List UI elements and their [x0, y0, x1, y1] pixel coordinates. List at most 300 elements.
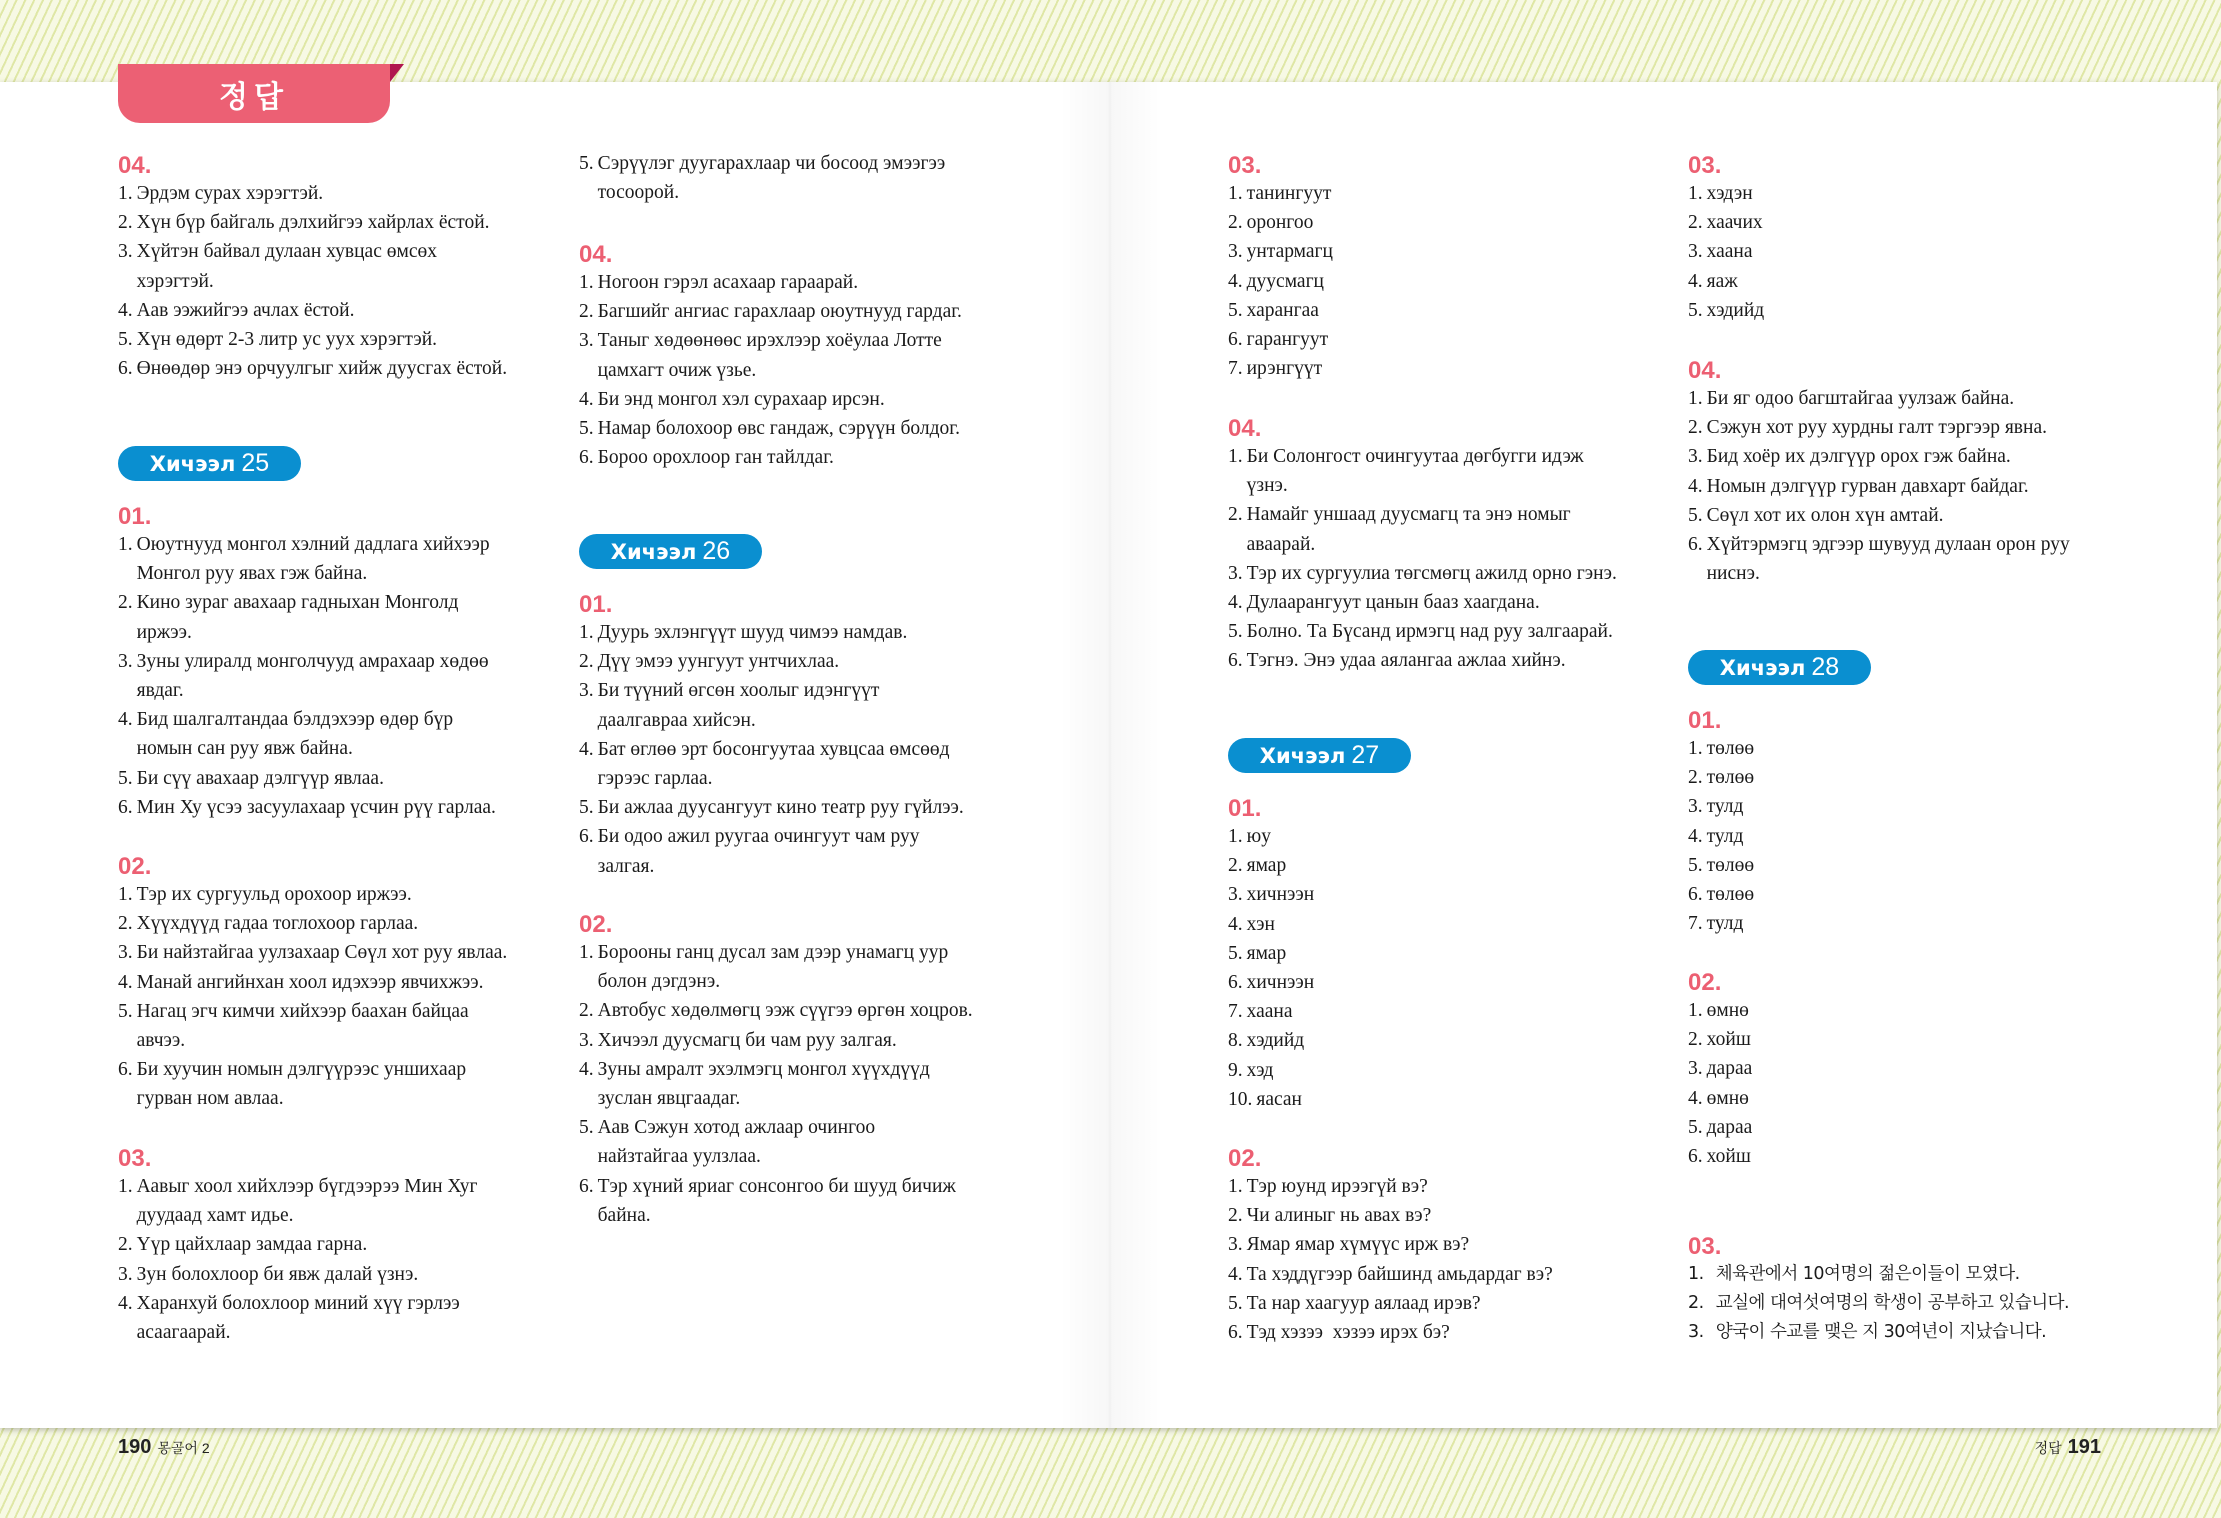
answer-number: 6. — [1228, 972, 1243, 994]
answer-number: 3. — [1688, 1322, 1704, 1343]
answer-text: оронгоо — [1246, 212, 1314, 234]
answer-item — [1688, 1025, 1752, 1054]
answer-item — [1228, 354, 1333, 383]
answer-number: 2. — [118, 212, 133, 234]
answer-item — [1688, 208, 1764, 237]
answer-text: Хичээл дуусмагц би чам руу залгая. — [597, 1029, 897, 1051]
answer-text: ямар — [1246, 855, 1287, 877]
answer-text: тулд — [1706, 825, 1744, 847]
answer-number: 9. — [1228, 1059, 1243, 1081]
answer-number: 1. — [1228, 183, 1243, 204]
answer-number: 4. — [118, 299, 133, 321]
answer-text: хойш — [1706, 1146, 1751, 1168]
answer-text: Кино зураг авахаар гадныхан Монголд иржээ. — [136, 592, 459, 643]
exercise-number: 04. — [1228, 415, 1262, 442]
answer-item — [1688, 996, 1752, 1025]
answer-item — [118, 938, 507, 967]
right-section-title: 정답 — [2034, 1440, 2062, 1456]
answer-text: Болно. Та Бүсанд ирмэгц над руу залгаарай. — [1246, 621, 1613, 643]
lesson-label: Хичээл — [149, 452, 236, 476]
answer-text: Номын дэлгүүр гурван давхарт байдаг. — [1706, 475, 2029, 497]
exercise-number: 02. — [1228, 1145, 1262, 1172]
answer-text: хойш — [1706, 1029, 1751, 1051]
answer-number: 2. — [1228, 1205, 1243, 1227]
lesson-badge — [1228, 738, 1411, 773]
answer-number: 1. — [1228, 446, 1243, 467]
answer-item — [1228, 1201, 1553, 1230]
answer-item — [579, 1113, 973, 1171]
answer-number: 2. — [1688, 417, 1703, 439]
answer-text: дараа — [1706, 1116, 1753, 1138]
exercise-block — [1688, 1234, 2069, 1348]
answer-item — [1688, 501, 2070, 530]
lesson-label: Хичээл — [1719, 656, 1806, 680]
answer-item — [1688, 413, 2070, 442]
exercise-block — [579, 149, 945, 207]
answer-text: Та нар хаагуур аялаад ирэв? — [1246, 1292, 1481, 1314]
answer-item — [1228, 997, 1314, 1026]
answer-item — [1228, 267, 1333, 296]
lesson-badge — [118, 446, 301, 481]
answer-item — [1228, 1289, 1553, 1318]
left-page-number: 190 — [118, 1436, 152, 1458]
answer-number: 4. — [1688, 270, 1703, 292]
tab-title: 정답 — [219, 79, 289, 115]
answer-number: 5. — [1688, 1116, 1703, 1138]
answer-number: 1. — [118, 534, 133, 555]
answer-item — [118, 588, 496, 646]
answer-item — [579, 1172, 973, 1230]
answer-number: 4. — [1228, 913, 1243, 935]
exercise-block — [1228, 1146, 1553, 1347]
answer-number: 1. — [579, 942, 594, 963]
answer-text: Бороо орохлоор ган тайлдаг. — [597, 447, 834, 469]
answer-item — [1688, 472, 2070, 501]
answer-item — [1688, 530, 2070, 588]
answer-number: 4. — [1688, 1087, 1703, 1109]
exercise-number: 02. — [1688, 969, 1722, 996]
answer-text: Би найзтайгаа уулзахаар Сөүл хот руу явлаа. — [136, 942, 508, 964]
answer-item — [118, 909, 507, 938]
answer-number: 3. — [1228, 884, 1243, 906]
answer-text: Сэжун хот руу хурдны галт тэргээр явна. — [1706, 417, 2047, 439]
answer-item — [1228, 1230, 1553, 1259]
answer-item — [1688, 1260, 2069, 1289]
answer-text: Багшийг ангиас гарахлаар оюутнууд гардаг. — [597, 301, 962, 323]
answer-text: Аавыг хоол хийхлээр бүгдээрээ Мин Хуг дуудаад хамт идье. — [136, 1176, 478, 1227]
answer-text: Аав ээжийгээ ачлах ёстой. — [136, 299, 355, 321]
answer-number: 6. — [118, 796, 133, 818]
answer-item — [1228, 179, 1333, 208]
answer-item — [1228, 1172, 1553, 1201]
answer-text: Сэрүүлэг дуугарахлаар чи босоод эмээгээ тосоорой. — [597, 153, 946, 204]
answer-item — [1228, 208, 1333, 237]
answer-item — [579, 618, 964, 647]
answer-number: 4. — [579, 388, 594, 410]
answer-text: унтармагц — [1246, 241, 1333, 263]
left-book-title: 몽골어 2 — [157, 1440, 210, 1456]
answer-number: 7. — [1228, 358, 1243, 380]
answer-number: 6. — [1688, 1146, 1703, 1168]
exercise-block — [1228, 796, 1314, 1114]
answer-number: 5. — [1688, 854, 1703, 876]
answer-text: төлөө — [1706, 884, 1755, 906]
answer-text: өмнө — [1706, 1087, 1749, 1109]
answer-number: 4. — [118, 971, 133, 993]
answer-number: 7. — [1228, 1001, 1243, 1023]
answer-number: 1. — [579, 622, 594, 643]
answer-text: Аав Сэжун хотод ажлаар очингоо найзтайгаа уулзлаа. — [597, 1117, 876, 1168]
answer-number: 5. — [118, 767, 133, 789]
answer-number: 5. — [579, 1117, 594, 1139]
answer-number: 3. — [118, 1263, 133, 1285]
answer-text: Зун болохлоор би явж далай үзнэ. — [136, 1263, 419, 1285]
answer-item — [1228, 646, 1617, 675]
answer-text: Хүн бүр байгаль дэлхийгээ хайрлах ёстой. — [136, 212, 490, 234]
answer-text: Манай ангийнхан хоол идэхээр явчихжээ. — [136, 971, 484, 993]
answer-text: тулд — [1706, 796, 1744, 818]
answer-number: 1. — [1688, 738, 1703, 759]
answer-item — [1688, 1113, 1752, 1142]
answer-item — [1688, 792, 1754, 821]
answer-number: 6. — [579, 447, 594, 469]
answer-number: 5. — [1688, 299, 1703, 321]
answer-number: 6. — [1688, 534, 1703, 556]
answer-text: 양국이 수교를 맺은 지 30여년이 지났습니다. — [1715, 1322, 2047, 1343]
answer-item — [1228, 617, 1617, 646]
answer-item — [1688, 384, 2070, 413]
answer-text: Зуны амралт эхэлмэгц монгол хүүхдүүд зуслан явцгаадаг. — [597, 1058, 930, 1110]
answer-number: 2. — [118, 1234, 133, 1256]
answer-item — [118, 880, 507, 909]
answer-item — [579, 938, 973, 996]
answer-number: 1. — [1228, 1176, 1243, 1197]
answer-text: хэдийд — [1706, 299, 1765, 321]
answer-number: 3. — [1688, 796, 1703, 818]
lesson-number: 26 — [702, 537, 731, 565]
answer-text: Мин Ху үсээ засуулахаар үсчин рүү гарлаа. — [136, 796, 496, 818]
answer-number: 2. — [1228, 504, 1243, 526]
answer-number: 4. — [118, 709, 133, 731]
answer-item — [1228, 1318, 1553, 1347]
tab-fold-decoration — [390, 64, 404, 82]
answer-text: Тэр хүний яриаг сонсонгоо би шууд бичиж байна. — [597, 1175, 956, 1226]
answer-number: 4. — [118, 1292, 133, 1314]
answer-text: Тэгнэ. Энэ удаа аялангаа ажлаа хийнэ. — [1246, 650, 1566, 672]
answer-number: 3. — [118, 241, 133, 263]
answer-item — [118, 325, 507, 354]
answer-text: Бат өглөө эрт босонгуутаа хувцсаа өмсөөд гэрээс гарлаа. — [597, 738, 950, 790]
answer-item — [118, 296, 507, 325]
answer-item — [118, 1172, 478, 1230]
lesson-label: Хичээл — [610, 540, 697, 564]
exercise-number: 03. — [118, 1145, 152, 1172]
exercise-number: 01. — [1688, 707, 1722, 734]
answer-item — [1688, 237, 1764, 266]
answer-item — [1228, 822, 1314, 851]
answer-number: 1. — [118, 183, 133, 204]
answer-item — [579, 268, 962, 297]
exercise-block — [1228, 416, 1617, 676]
answer-number: 6. — [579, 826, 594, 848]
answer-number: 6. — [1688, 884, 1703, 906]
answer-text: гарангуут — [1246, 329, 1329, 351]
answer-item — [1228, 1056, 1314, 1085]
answer-number: 2. — [1688, 1293, 1704, 1314]
answer-text: Дулаарангуут цанын бааз хаагдана. — [1246, 592, 1540, 614]
answer-number: 3. — [118, 942, 133, 964]
answer-item — [579, 1026, 973, 1055]
answer-text: Сөүл хот их олон хүн амтай. — [1706, 504, 1944, 526]
answer-number: 5. — [579, 418, 594, 440]
lesson-number: 27 — [1351, 741, 1380, 769]
answer-number: 3. — [1688, 446, 1703, 468]
answer-item — [1688, 1318, 2069, 1347]
answer-text: Үүр цайхлаар замдаа гарна. — [136, 1234, 368, 1256]
exercise-block — [579, 242, 962, 472]
answer-item — [1228, 880, 1314, 909]
answer-text: юу — [1246, 826, 1271, 847]
answer-text: ямар — [1246, 942, 1287, 964]
answer-text: ирэнгүүт — [1246, 358, 1323, 380]
answer-text: Тэр юунд ирээгүй вэ? — [1246, 1176, 1428, 1197]
answer-item — [579, 443, 962, 472]
answer-number: 5. — [579, 797, 594, 819]
answer-number: 2. — [579, 651, 594, 673]
answer-text: Хүйтэрмэгц эдгээр шувууд дулаан орон руу ниснэ. — [1706, 534, 2070, 585]
answer-text: Би яг одоо багштайгаа уулзаж байна. — [1706, 388, 2015, 409]
answer-number: 1. — [1688, 183, 1703, 204]
answer-item — [1228, 1026, 1314, 1055]
exercise-number: 04. — [118, 152, 152, 179]
answer-number: 1. — [118, 884, 133, 905]
answer-text: яасан — [1256, 1088, 1302, 1110]
answer-text: танингуут — [1246, 183, 1332, 204]
exercise-block — [118, 1146, 478, 1347]
answer-text: харангаа — [1246, 299, 1319, 321]
answer-item — [579, 149, 945, 207]
answer-text: Би энд монгол хэл сурахаар ирсэн. — [597, 388, 885, 410]
answer-number: 1. — [1688, 1264, 1704, 1284]
exercise-block — [118, 504, 496, 822]
exercise-block — [1228, 153, 1333, 383]
answer-item — [1688, 179, 1764, 208]
exercise-number: 03. — [1688, 152, 1722, 179]
exercise-number: 01. — [1228, 795, 1262, 822]
answer-text: Би түүний өгсөн хоолыг идэнгүүт даалгавраа хийсэн. — [597, 680, 880, 731]
answer-item — [579, 385, 962, 414]
answer-item — [579, 326, 962, 384]
answer-text: Би хуучин номын дэлгүүрээс уншихаар гурван ном авлаа. — [136, 1059, 467, 1110]
answer-number: 2. — [1228, 855, 1243, 877]
answer-item — [579, 297, 962, 326]
lesson-number: 28 — [1811, 653, 1840, 681]
answer-number: 5. — [1228, 621, 1243, 643]
answer-item — [118, 1260, 478, 1289]
answer-number: 5. — [1228, 942, 1243, 964]
answer-item — [1228, 851, 1314, 880]
answer-text: Дуурь эхлэнгүүт шууд чимээ намдав. — [597, 622, 908, 643]
answer-number: 2. — [118, 592, 133, 614]
lesson-pill — [1228, 738, 1411, 773]
answer-number: 5. — [1688, 504, 1703, 526]
answer-number: 6. — [579, 1175, 594, 1197]
footer-right — [2029, 1436, 2101, 1459]
answer-number: 2. — [579, 301, 594, 323]
answer-item — [1228, 910, 1314, 939]
answer-item — [579, 793, 964, 822]
answer-text: хэд — [1246, 1059, 1274, 1081]
answer-text: Би Солонгост очингуутаа дөгбугги идэж үзнэ. — [1246, 446, 1584, 497]
answer-item — [1228, 500, 1617, 558]
answer-text: Хүүхдүүд гадаа тоглохоор гарлаа. — [136, 913, 419, 935]
answer-text: хичнээн — [1246, 884, 1315, 906]
answer-text: Бид хоёр их дэлгүүр орох гэж байна. — [1706, 446, 2011, 468]
answer-item — [579, 822, 964, 880]
answer-text: Би сүү авахаар дэлгүүр явлаа. — [136, 767, 384, 789]
answer-text: хаачих — [1706, 212, 1763, 234]
answer-text: дараа — [1706, 1058, 1753, 1080]
answer-item — [1228, 1085, 1314, 1114]
answer-text: Автобус хөдөлмөгц ээж сүүгээ өргөн хоцров. — [597, 1000, 973, 1022]
answer-number: 4. — [579, 738, 594, 760]
answer-item — [1688, 1084, 1752, 1113]
answer-item — [1228, 588, 1617, 617]
lesson-pill — [118, 446, 301, 481]
answer-number: 5. — [1228, 299, 1243, 321]
exercise-number: 04. — [579, 241, 613, 268]
right-page-number: 191 — [2067, 1436, 2101, 1458]
answer-text: Нагац эгч кимчи хийхээр баахан байцаа авчээ. — [136, 1000, 469, 1052]
answer-text: Ямар ямар хүмүүс ирж вэ? — [1246, 1234, 1470, 1256]
answer-text: хэн — [1246, 913, 1275, 935]
answer-number: 2. — [1688, 1029, 1703, 1051]
answer-text: хэдийд — [1246, 1030, 1305, 1052]
answer-text: Хүн өдөрт 2-3 литр ус уух хэрэгтэй. — [136, 329, 438, 351]
answer-number: 2. — [1688, 212, 1703, 234]
answer-text: төлөө — [1706, 738, 1755, 759]
answer-item — [1688, 267, 1764, 296]
answer-text: тулд — [1706, 913, 1744, 935]
answer-text: Ногоон гэрэл асахаар гараарай. — [597, 272, 859, 293]
answer-text: хаана — [1706, 241, 1753, 263]
exercise-number: 02. — [579, 911, 613, 938]
answer-item — [1228, 237, 1333, 266]
answer-item — [1228, 442, 1617, 500]
answer-text: Чи алиныг нь авах вэ? — [1246, 1205, 1432, 1227]
exercise-number: 04. — [1688, 357, 1722, 384]
answer-number: 6. — [118, 358, 133, 380]
exercise-block — [1688, 358, 2070, 588]
answer-number: 4. — [1228, 592, 1243, 614]
answer-item — [1688, 851, 1754, 880]
answer-text: яаж — [1706, 270, 1738, 292]
answer-item — [579, 647, 964, 676]
answer-item — [118, 208, 507, 237]
answer-number: 1. — [579, 272, 594, 293]
answer-item — [1688, 822, 1754, 851]
answer-number: 1. — [1688, 1000, 1703, 1021]
answer-number: 5. — [579, 153, 594, 174]
exercise-block — [1688, 708, 1754, 938]
answer-text: Зуны улиралд монголчууд амрахаар хөдөө явдаг. — [136, 650, 489, 702]
answer-item — [579, 414, 962, 443]
answer-number: 1. — [1688, 388, 1703, 409]
answer-text: Хүйтэн байвал дулаан хувцас өмсөх хэрэгтэй. — [136, 241, 437, 292]
exercise-block — [118, 153, 507, 383]
answer-text: Би одоо ажил руугаа очингуут чам руу залгая. — [597, 826, 920, 877]
answer-text: Намайг уншаад дуусмагц та энэ номыг аваарай. — [1246, 504, 1571, 555]
answer-number: 3. — [1228, 1234, 1243, 1256]
answer-item — [1688, 296, 1764, 325]
footer-left — [118, 1436, 216, 1459]
answer-item — [118, 1230, 478, 1259]
answer-item — [118, 530, 496, 588]
lesson-label: Хичээл — [1259, 744, 1346, 768]
answer-number: 3. — [1228, 241, 1243, 263]
exercise-number: 01. — [118, 503, 152, 530]
answer-item — [1688, 1142, 1752, 1171]
answer-item — [1688, 734, 1754, 763]
answer-item — [1688, 763, 1754, 792]
answer-text: Та хэддүгээр байшинд амьдардаг вэ? — [1246, 1263, 1553, 1285]
exercise-block — [579, 912, 973, 1230]
answer-item — [1228, 296, 1333, 325]
answer-text: Оюутнууд монгол хэлний дадлага хийхээр Монгол руу явах гэж байна. — [136, 534, 490, 585]
answer-item — [118, 354, 507, 383]
answer-item — [118, 997, 507, 1055]
answer-number: 6. — [118, 1059, 133, 1081]
exercise-number: 02. — [118, 853, 152, 880]
answer-text: 체육관에서 10여명의 젊은이들이 모였다. — [1715, 1264, 2020, 1284]
answer-number: 3. — [1228, 562, 1243, 584]
answer-text: Өнөөдөр энэ орчуулгыг хийж дуусгах ёстой. — [136, 358, 508, 380]
answer-item — [118, 764, 496, 793]
answer-text: төлөө — [1706, 854, 1755, 876]
answer-item — [1228, 559, 1617, 588]
answer-item — [1228, 1260, 1553, 1289]
answer-text: Тэд хэзээ хэзээ ирэх бэ? — [1246, 1322, 1450, 1344]
answer-item — [579, 996, 973, 1025]
answer-item — [1688, 1289, 2069, 1318]
answer-number: 1. — [1228, 826, 1243, 847]
answer-item — [118, 1289, 478, 1347]
answer-text: Борооны ганц дусал зам дээр унамагц уур болон дэгдэнэ. — [597, 942, 949, 993]
lesson-badge — [579, 534, 762, 569]
lesson-pill — [579, 534, 762, 569]
answer-number: 4. — [579, 1058, 594, 1080]
exercise-block — [579, 592, 964, 881]
answer-item — [118, 968, 507, 997]
answer-number: 6. — [1228, 650, 1243, 672]
exercise-block — [1688, 153, 1764, 325]
answer-item — [1688, 880, 1754, 909]
answer-number: 6. — [1228, 329, 1243, 351]
answer-text: хэдэн — [1706, 183, 1753, 204]
answer-key-tab — [118, 64, 390, 123]
page-gutter — [1060, 82, 1160, 1428]
answer-item — [1228, 968, 1314, 997]
answer-text: өмнө — [1706, 1000, 1749, 1021]
answer-number: 4. — [1228, 270, 1243, 292]
answer-text: Бид шалгалтандаа бэлдэхээр өдөр бүр номын сан руу явж байна. — [136, 709, 454, 760]
answer-text: Намар болохоор өвс гандаж, сэрүүн болдог. — [597, 418, 960, 440]
answer-item — [118, 705, 496, 763]
answer-text: дуусмагц — [1246, 270, 1324, 292]
lesson-pill — [1688, 650, 1871, 685]
answer-item — [118, 793, 496, 822]
answer-number: 3. — [118, 650, 133, 672]
